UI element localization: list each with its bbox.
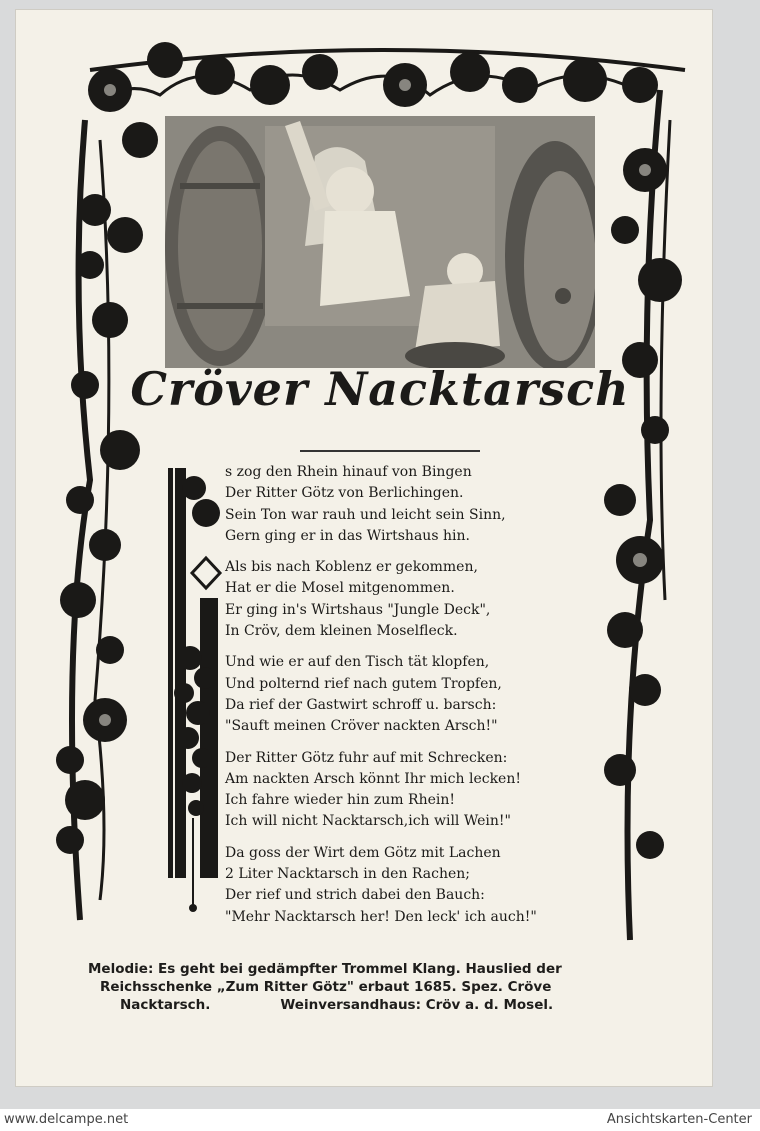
poem-stanza xyxy=(225,843,595,928)
poem-line: Da rief der Gastwirt schroff u. barsch: xyxy=(225,696,497,713)
poem-line: Ich fahre wieder hin zum Rhein! xyxy=(225,792,455,809)
poem-line: s zog den Rhein hinauf von Bingen xyxy=(225,464,472,480)
postcard-title: Cröver Nacktarsch xyxy=(130,362,630,416)
poem-line: In Cröv, dem kleinen Moselfleck. xyxy=(225,623,458,640)
watermark-bar xyxy=(0,1109,760,1131)
poem-line: Der rief und strich dabei den Bauch: xyxy=(225,887,485,904)
poem-line: "Sauft meinen Cröver nackten Arsch!" xyxy=(225,718,498,735)
watermark-right: Ansichtskarten-Center xyxy=(606,1112,752,1127)
poem-stanza xyxy=(225,748,595,833)
poem-line: 2 Liter Nacktarsch in den Rachen; xyxy=(225,866,471,883)
poem-line: Hat er die Mosel mitgenommen. xyxy=(225,580,455,597)
poem-line: Ich will nicht Nacktarsch,ich will Wein!" xyxy=(225,813,511,830)
poem-line: Gern ging er in das Wirtshaus hin. xyxy=(225,527,470,544)
poem xyxy=(225,462,595,938)
poem-stanza xyxy=(225,652,595,737)
poem-stanza xyxy=(225,462,595,547)
poem-line: Und wie er auf den Tisch tät klopfen, xyxy=(225,654,490,671)
footer-line: Melodie: Es geht bei gedämpfter Trommel Klang. Hauslied der xyxy=(88,961,562,977)
poem-line: Der Ritter Götz von Berlichingen. xyxy=(225,485,464,502)
poem-line: Da goss der Wirt dem Götz mit Lachen xyxy=(225,844,501,861)
poem-stanza xyxy=(225,557,595,642)
footer-line-start: Nacktarsch. xyxy=(120,997,211,1013)
watermark-left: www.delcampe.net xyxy=(4,1112,129,1127)
poem-line: Und polternd rief nach gutem Tropfen, xyxy=(225,675,502,692)
poem-line: Er ging in's Wirtshaus "Jungle Deck", xyxy=(225,601,491,618)
poem-line: Als bis nach Koblenz er gekommen, xyxy=(225,559,478,576)
poem-line: Der Ritter Götz fuhr auf mit Schrecken: xyxy=(225,749,508,766)
poem-line: "Mehr Nacktarsch her! Den leck' ich auch!" xyxy=(225,908,537,925)
footer-note xyxy=(70,960,640,1014)
footer-line-end: Weinversandhaus: Cröv a. d. Mosel. xyxy=(280,997,554,1013)
grape-cluster-initial-icon xyxy=(160,458,226,918)
footer-line xyxy=(70,996,640,1014)
footer-line: Reichsschenke „Zum Ritter Götz" erbaut 1685. Spez. Cröve xyxy=(100,979,552,995)
title-rule xyxy=(300,450,480,452)
poem-line: Am nackten Arsch könnt Ihr mich lecken! xyxy=(225,770,521,787)
poem-line: Sein Ton war rauh und leicht sein Sinn, xyxy=(225,506,506,523)
